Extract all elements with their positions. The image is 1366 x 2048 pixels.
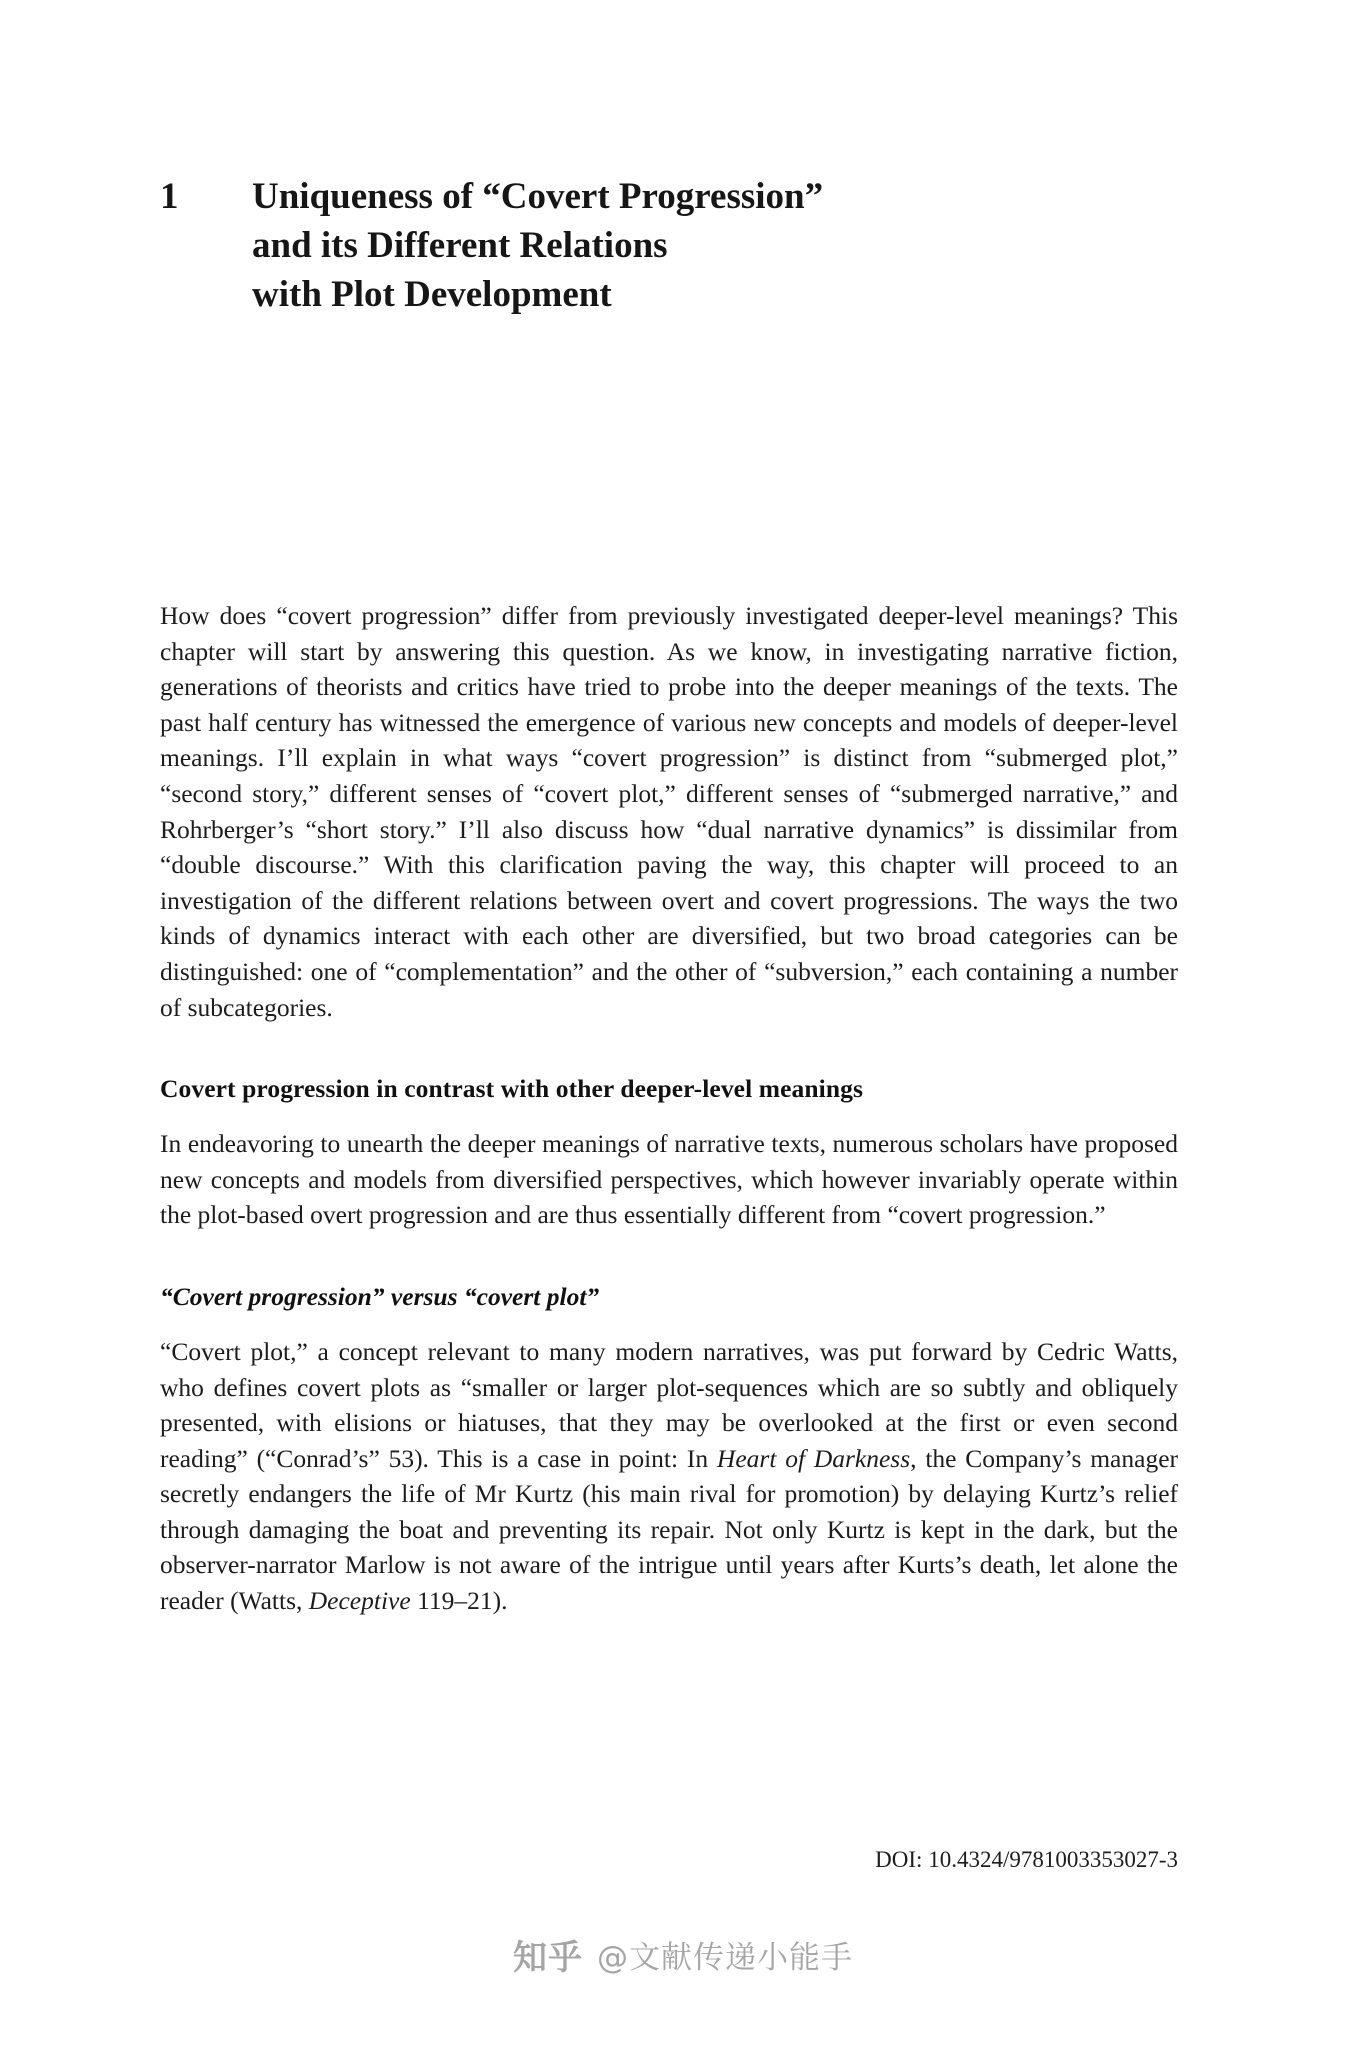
section-heading: Covert progression in contrast with other deeper-level meanings (160, 1074, 863, 1104)
body-column (160, 598, 1178, 1619)
spacer (160, 1314, 1178, 1334)
intro-paragraph: How does “covert progression” differ from previously investigated deeper-level meanings? This chapter will start by answering this question. As we know, in investigating narrative fiction, generations of theorists and critics have tried to probe into the deeper meanings of the texts. The past half century has witnessed the emergence of various new concepts and models of deeper-level meanings. I’ll explain in what ways “covert progression” is distinct from “submerged plot,” “second story,” different senses of “covert plot,” different senses of “submerged narrative,” and Rohrberger’s “short story.” I’ll also discuss how “dual narrative dynamics” is dissimilar from “double discourse.” With this clarification paving the way, this chapter will proceed to an investigation of the different relations between overt and covert progressions. The ways the two kinds of dynamics interact with each other are diversified, but two broad categories can be distinguished: one of “complementation” and the other of “subversion,” each containing a number of subcategories. (160, 601, 1178, 1022)
chapter-heading (160, 172, 1120, 320)
chapter-title-line-3: with Plot Development (252, 274, 612, 316)
zhihu-logo-icon: 知乎 (513, 1938, 583, 1978)
sub-paragraph-text-1: “Covert plot,” a concept relevant to many modern narratives, was put forward by Cedric Watts, who defines covert plots as “smaller or larger plot-sequences which are so subtly and obliquely presented, with elisions or hiatuses, that they may be overlooked at the first or even second reading” (“Conrad’s” 53). This is a case in point: In (160, 1336, 1178, 1473)
section-paragraph: In endeavoring to unearth the deeper meanings of narrative texts, numerous scholars have proposed new concepts and models from diversified perspectives, which however invariably operate within the plot-based overt progression and are thus essentially different from “covert progression.” (160, 1129, 1178, 1230)
book-title-heart-of-darkness: Heart of Darkness (716, 1443, 911, 1473)
spacer (160, 1106, 1178, 1126)
sub-heading: “Covert progression” versus “covert plot” (160, 1281, 600, 1311)
chapter-title-line-1: Uniqueness of “Covert Progression” (252, 176, 824, 217)
sub-paragraph-text-3: 119–21). (410, 1586, 508, 1616)
book-title-deceptive: Deceptive (308, 1586, 411, 1616)
watermark-username: @文献传递小能手 (597, 1940, 853, 1976)
spacer (160, 1233, 1178, 1280)
doi-line: DOI: 10.4324/9781003353027-3 (875, 1847, 1178, 1872)
chapter-number: 1 (160, 176, 179, 217)
spacer (160, 1025, 1178, 1072)
chapter-title-line-2: and its Different Relations (252, 225, 668, 267)
chapter-title (252, 172, 1120, 320)
sub-paragraph (160, 1334, 1178, 1619)
watermark (0, 1930, 1366, 1979)
sub-paragraph-text-2: , the Company’s manager secretly endangers the life of Mr Kurtz (his main rival for promotion) by delaying Kurtz’s relief through damaging the boat and preventing its repair. Not only Kurtz is kept in the dark, but the observer-narrator Marlow is not aware of the intrigue until years after Kurts’s death, let alone the reader (Watts, (160, 1443, 1179, 1616)
